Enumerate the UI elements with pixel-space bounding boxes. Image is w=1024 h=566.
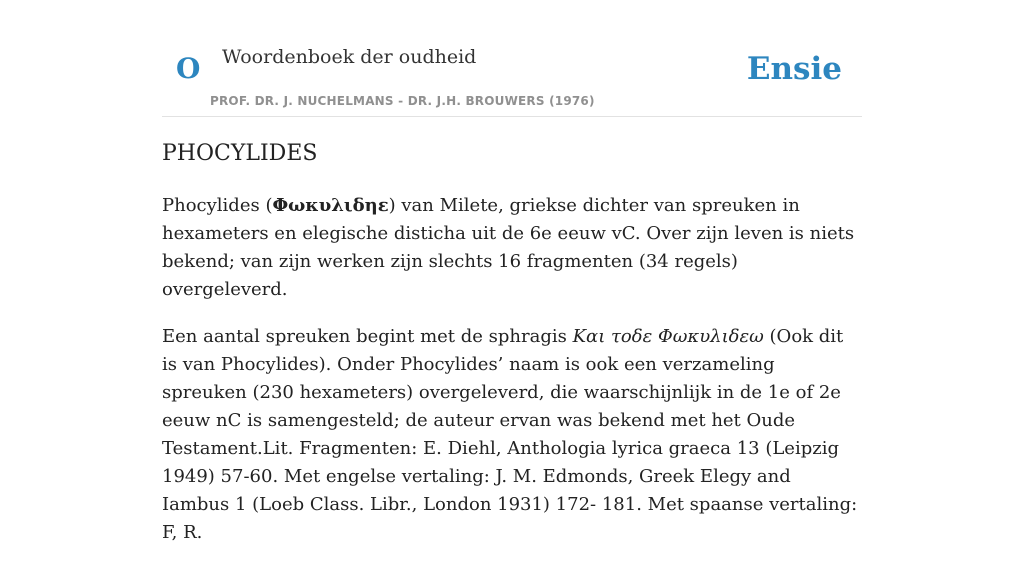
- entry-paragraph-1: [162, 192, 862, 304]
- ensie-logo[interactable]: Ensie: [746, 51, 842, 87]
- paragraph-1-text-start: Phocylides (: [162, 195, 273, 216]
- greek-sphragis: Και τοδε Φωκυλιδεω: [572, 326, 764, 347]
- entry-body: [162, 192, 862, 566]
- book-title[interactable]: Woordenboek der oudheid: [222, 46, 477, 68]
- paragraph-2-text-start: Een aantal spreuken begint met de sphragis: [162, 326, 573, 347]
- entry-paragraph-2: [162, 323, 862, 547]
- paragraph-1-text-end: ) van Milete, griekse dichter van spreuken in hexameters en elegische disticha uit de 6e eeuw vC. Over zijn leven is niets bekend; van zijn werken zijn slechts 16 fragmenten (34 regels) overgeleverd.: [162, 195, 855, 300]
- index-letter-link[interactable]: O: [176, 52, 201, 85]
- page: [162, 0, 862, 543]
- entry-title: PHOCYLIDES: [162, 141, 318, 166]
- header: [162, 0, 862, 117]
- greek-name: Φωκυλιδηε: [272, 195, 389, 216]
- book-authors: PROF. DR. J. NUCHELMANS - DR. J.H. BROUWERS (1976): [210, 94, 595, 108]
- paragraph-2-text-end: (Ook dit is van Phocylides). Onder Phocylides’ naam is ook een verzameling spreuken (230 hexameters) overgeleverd, die waarschijnlijk in de 1e of 2e eeuw nC is samengesteld; de auteur ervan was bekend met het Oude Testament.Lit. Fragmenten: E. Diehl, Anthologia lyrica graeca 13 (Leipzig 1949) 57-60. Met engelse vertaling: J. M. Edmonds, Greek Elegy and Iambus 1 (Loeb Class. Libr., London 1931) 172- 181. Met spaanse vertaling: F, R.: [162, 326, 858, 543]
